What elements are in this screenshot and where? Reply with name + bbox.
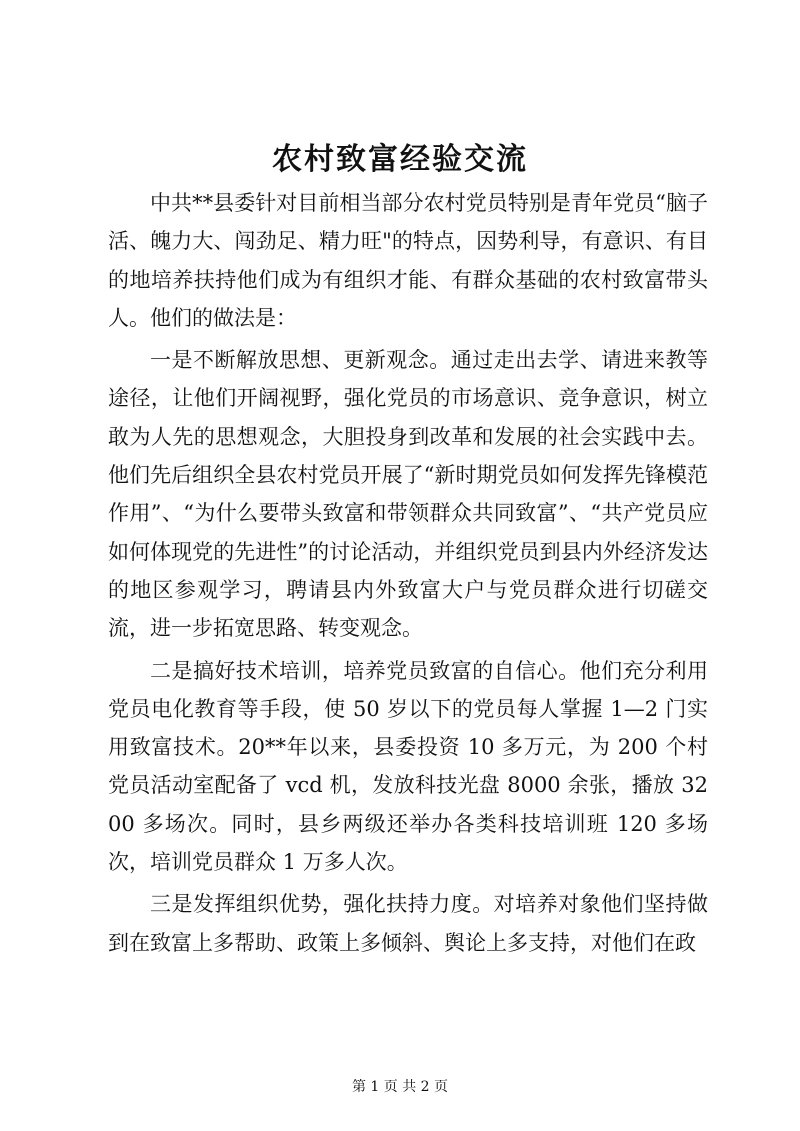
paragraph-point-three: 三是发挥组织优势，强化扶持力度。对培养对象他们坚持做到在致富上多帮助、政策上多倾斜、舆论上多支持，对他们在政 — [108, 892, 708, 955]
document-body — [108, 184, 708, 962]
document-title: 农村致富经验交流 — [272, 142, 528, 177]
paragraph-intro: 中共**县委针对目前相当部分农村党员特别是青年党员“脑子活、魄力大、闯劲足、精力旺"的特点，因势利导，有意识、有目的地培养扶持他们成为有组织才能、有群众基础的农村致富带头人。他们的做法是： — [108, 191, 708, 330]
paragraph-point-one: 一是不断解放思想、更新观念。通过走出去学、请进来教等途径，让他们开阔视野，强化党员的市场意识、竞争意识，树立敢为人先的思想观念，大胆投身到改革和发展的社会实践中去。他们先后组织全县农村党员开展了“新时期党员如何发挥先锋模范作用”、“为什么要带头致富和带领群众共同致富”、“共产党员应如何体现党的先进性”的讨论活动，并组织党员到县内外经济发达的地区参观学习，聘请县内外致富大户与党员群众进行切磋交流，进一步拓宽思路、转变观念。 — [108, 348, 708, 641]
paragraph-point-two: 二是搞好技术培训，培养党员致富的自信心。他们充分利用党员电化教育等手段，使 50 岁以下的党员每人掌握 1—2 门实用致富技术。20**年以来，县委投资 10 多万元，为 200 个村党员活动室配备了 vcd 机，发放科技光盘 8000 余张，播放 3200 多场次。同时，县乡两级还举办各类科技培训班 120 多场次，培训党员群众 1 万多人次。 — [108, 658, 708, 875]
page-footer: 第 1 页 共 2 页 — [351, 1079, 449, 1095]
